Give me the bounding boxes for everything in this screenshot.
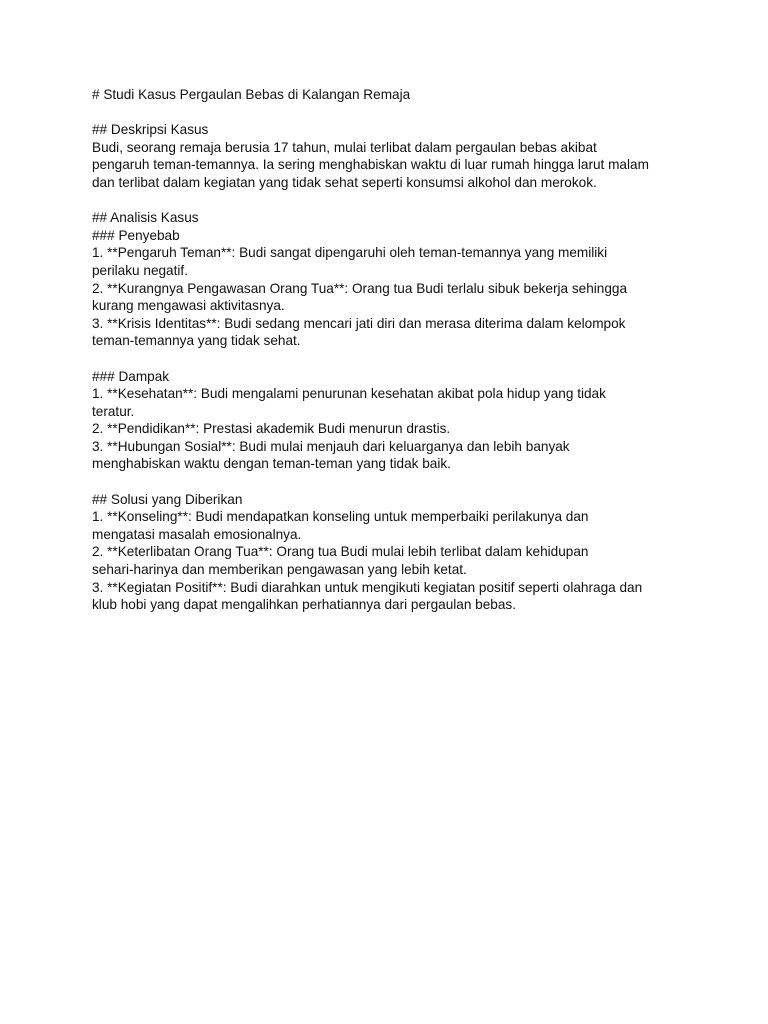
penyebab-line: perilaku negatif. — [92, 262, 188, 278]
deskripsi-line: pengaruh teman-temannya. Ia sering menghabiskan waktu di luar rumah hingga larut malam — [92, 157, 649, 173]
penyebab-line: teman-temannya yang tidak sehat. — [92, 333, 301, 349]
blank-line — [92, 473, 692, 491]
section-heading-deskripsi: ## Deskripsi Kasus — [92, 122, 209, 138]
blank-line — [92, 104, 692, 122]
solusi-line: 1. **Konseling**: Budi mendapatkan konseling untuk memperbaiki perilakunya dan — [92, 509, 589, 525]
deskripsi-line: Budi, seorang remaja berusia 17 tahun, mulai terlibat dalam pergaulan bebas akibat — [92, 139, 597, 155]
section-heading-solusi: ## Solusi yang Diberikan — [92, 491, 243, 507]
subsection-heading-penyebab: ### Penyebab — [92, 227, 180, 243]
document-title: # Studi Kasus Pergaulan Bebas di Kalangan Remaja — [92, 87, 411, 102]
solusi-line: klub hobi yang dapat mengalihkan perhatiannya dari pergaulan bebas. — [92, 597, 516, 613]
blank-line — [92, 192, 692, 210]
blank-line — [92, 350, 692, 368]
penyebab-line: 1. **Pengaruh Teman**: Budi sangat dipengaruhi oleh teman-temannya yang memiliki — [92, 245, 608, 261]
solusi-line: 2. **Keterlibatan Orang Tua**: Orang tua Budi mulai lebih terlibat dalam kehidupan — [92, 544, 589, 560]
document-body — [92, 86, 692, 614]
dampak-line: menghabiskan waktu dengan teman-teman yang tidak baik. — [92, 456, 451, 472]
solusi-line: mengatasi masalah emosionalnya. — [92, 526, 302, 542]
penyebab-line: kurang mengawasi aktivitasnya. — [92, 298, 285, 314]
solusi-line: 3. **Kegiatan Positif**: Budi diarahkan untuk mengikuti kegiatan positif seperti olahraga dan — [92, 579, 643, 595]
dampak-line: teratur. — [92, 403, 135, 419]
section-heading-analisis: ## Analisis Kasus — [92, 210, 199, 226]
dampak-line: 2. **Pendidikan**: Prestasi akademik Budi menurun drastis. — [92, 421, 451, 437]
solusi-line: sehari-harinya dan memberikan pengawasan yang lebih ketat. — [92, 562, 467, 578]
dampak-line: 3. **Hubungan Sosial**: Budi mulai menjauh dari keluarganya dan lebih banyak — [92, 438, 570, 454]
deskripsi-line: dan terlibat dalam kegiatan yang tidak sehat seperti konsumsi alkohol dan merokok. — [92, 174, 597, 190]
penyebab-line: 2. **Kurangnya Pengawasan Orang Tua**: Orang tua Budi terlalu sibuk bekerja sehingga — [92, 280, 628, 296]
subsection-heading-dampak: ### Dampak — [92, 368, 170, 384]
penyebab-line: 3. **Krisis Identitas**: Budi sedang mencari jati diri dan merasa diterima dalam kelompok — [92, 315, 626, 331]
dampak-line: 1. **Kesehatan**: Budi mengalami penurunan kesehatan akibat pola hidup yang tidak — [92, 386, 606, 402]
